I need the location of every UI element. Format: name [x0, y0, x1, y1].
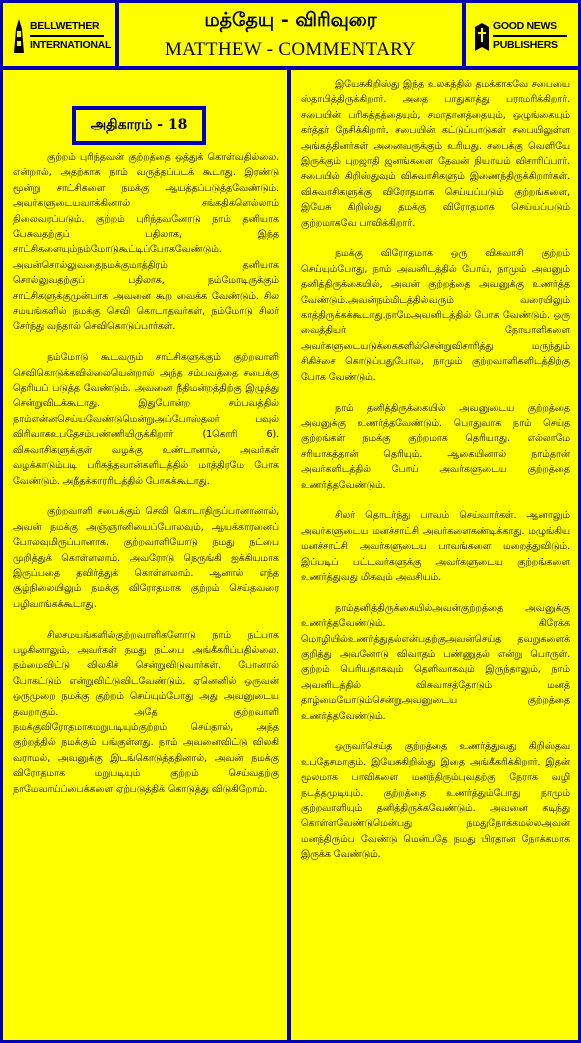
bell-tower-logo-icon — [11, 17, 27, 53]
paragraph: சிலர் தொடர்ந்து பாவம் செய்வார்கள். ஆனாலும் அவர்களுடைய மனச்சாட்சி அவர்களைகண்டிக்காது. மழுங்கிய மனச்சாட்சி அவர்களுடைய பாவங்களை மறைத்துவிடும். இப்படிப் பட்டவர்களுக்கு அவர்களுடைய குற்றங்களை உணர்த்துவது மிகவும் அவசியம். — [301, 510, 570, 583]
left-column — [3, 70, 287, 1040]
chapter-heading-box — [72, 106, 206, 145]
right-column-text — [301, 77, 570, 878]
logo-line-2: PUBLISHERS — [493, 39, 558, 51]
title-block — [119, 3, 462, 66]
bellwether-logo-text — [30, 19, 111, 53]
paragraph: சிலசமயங்களில்குற்றவாளிகளோடு நாம் நட்பாக பழகினாலும், அவர்கள் நமது நட்பை அங்கீகரிப்பதில்லை. நம்மைவிட்டு விலகிச் சென்றுவிடுவார்கள். போனால் போகட்டும் என்றுவிட்டுவிடவேண்டும். ஏனெனில் ஒருவன் ஒருமுறை நமக்கு குற்றம் செய்யும்போது அது அவனுடைய தவறாகும். அதே குற்றவாளி நமக்குவிரோதமாகமறுபடியும்குற்றம் செய்தால், அந்த குற்றத்தில் நமக்கும் பங்குள்ளது. நாம் அவனைவிட்டு விலகி வராமல், அவனுக்கு இடங்கொடுத்ததினால், அவன் நமக்கு விரோதமாக மறுபடியும் குற்றம் செய்வதற்கு நாமேவாய்ப்பைக்களை ஏற்படுத்திக் கொடுத்து விடுகிறோம். — [13, 629, 279, 795]
paragraph: நம்மோடு கூடவரும் சாட்சிகளுக்கும் குற்றவாளி செவிகொடுக்கவில்லையென்றால் அந்த சம்பவத்தை சபைக்கு தெரியப் படுத்த வேண்டும். அவனை நீதிமன்றத்திற்கு இழுத்து சென்றுவிடக்கூடாது. இதுபோன்ற சம்பவத்தில் நாம்என்னசெய்யவேண்டுமென்றுஅப்போஸ்தலர் பவுல் விரிவாகஉபதேசம்பண்ணியிருக்கிறார் (1கொரி 6). விசுவாசிகளுக்குள் வழக்கு உண்டானால், அவர்கள் வழக்காடும்படி பரிசுத்தவான்களிடத்தில் மாத்திரமே போக வேண்டும். அநீதக்காரரிடத்தில் போகக்கூடாது. — [13, 352, 279, 487]
book-cross-logo-icon — [474, 17, 490, 53]
good-news-logo — [474, 13, 570, 57]
good-news-logo-text — [493, 19, 567, 53]
title-tamil: மத்தேயு - விரிவுரை — [204, 9, 377, 31]
right-column — [291, 70, 578, 1040]
logo-line-1: BELLWETHER — [30, 20, 100, 32]
paragraph: குற்றம் புரிந்தவன் குற்றத்தை ஒத்துக் கொள்வதில்லை. என்றால், அதற்காக நாம் வருத்தப்படக் கூடாது. இரண்டு மூன்று சாட்சிகளை நமக்கு ஆயத்தப்படுத்தவேண்டும். அவர்களுடையவாக்கினால் சங்கதிகளெல்லாம் நிலைவரப்படும். குற்றம் புரிந்தவனோடு நாம் தனியாக பேசுவதற்குப் பதிலாக, இந்த சாட்சிகளையும்நம்மோடுகூட்டிப்போகவேண்டும். அவன்சொல்லுவதைநமக்குமாத்திரம் தனியாக சொல்லுவதற்குப் பதிலாக, நம்மோடிருக்கும் சாட்சிகளுக்குமுன்பாக அவனை கூற வைக்க வேண்டும். சில சமயங்களில் நமக்கு செவி கொடாதவர்கள், நம்மோடு சிலர் சேர்ந்து வந்தால் செவிகொடுப்பார்கள். — [13, 152, 279, 333]
paragraph: குற்றவாளி சபைக்கும் செவி கொடாதிருப்பானானால், அவன் நமக்கு அஞ்ஞானியைப்போலவும், ஆயக்காரனைப் போலவுமிருப்பானாக. குற்றவாளியோடு நமது நட்பை முறித்துக் கொள்ளலாம். அவரோடு நெருங்கி ஐக்கியமாக இருப்பதை தவிர்த்துக் கொள்ளலாம். ஆனால் எந்த சூழ்நிலையிலும் நமக்கு விரோதமாக குற்றம் செய்தவரை பழிவாங்கக்கூடாது. — [13, 506, 279, 610]
paragraph: நமக்கு விரோதமாக ஒரு விசுவாசி குற்றம் செய்யும்போது, நாம் அவனிடத்தில் போய், நாமும் அவனும் தனித்திருக்கையில், அவன் குற்றத்தை அவனுக்கு உணர்த்த வேண்டும்.அவன்நம்மிடத்தில்வரும் வரையிலும் காத்திருக்கக்கூடாது.நாமேஅவனிடத்தில் போக வேண்டும். ஒரு வைத்தியர் நோயாளிகளை அவர்களுடையடுக்கைகளில்சென்றுவிசாரித்து மருந்தும் சிகிச்சை கொடுப்பதுபோல, நாமும் குற்றவாளிகளிடத்திற்கு போக வேண்டும். — [301, 248, 570, 383]
paragraph: ஒருவர்செய்த குற்றத்தை உணர்த்துவது கிறிஸ்தவ உபதேசமாகும். இயேசுகிறிஸ்து இதை அங்கீகரிக்கிறார். இதன் மூலமாக பாவிகளை மனந்திரும்புவதற்கு நேராக வழி நடத்தமுடியும். குற்றத்தை உணர்த்தும்போது நாமும் குற்றவாளியும் தனித்திருக்கவேண்டும். அவனை கடிந்து கொள்ளவேண்டுமென்பது நமதுநோக்கமல்லஅவன் மனந்திரும்ப வேண்டு மென்பதே நமது பிரதான நோக்கமாக இருக்க வேண்டும். — [301, 741, 570, 861]
bellwether-logo — [11, 13, 112, 57]
chapter-heading: அதிகாரம் - 18 — [76, 110, 202, 141]
paragraph: இயேசுகிறிஸ்து இந்த உலகத்தில் தமக்காகவே சபையை ஸ்தாபித்திருக்கிறார். அதை பாதுகாத்து பராமரிக்கிறார். சபையின் பரிசுத்தத்தையும், சமாதானத்தையும், ஒழுங்கையும் கர்த்தர் நேசிக்கிறார். சபையின் கட்டுப்பாடுகள் சபையிலுள்ள அங்கத்தினர்கள் அனைவருக்கும் உரியது. சபைக்கு வெளியே இருக்கும் புறஜாதி ஜனங்களை தேவன் நியாயம் விசாரிப்பார். சபையில் கிறிஸ்துவும் விசுவாசிகளும் இணைந்திருக்கிறார்கள். விசுவாசிகளுக்கு விரோதமாக செய்யப்படும் குற்றங்களை, இயேசு கிறிஸ்து தமக்கு விரோதமாக செய்யப்படும் குற்றமாகவே பாவிக்கிறார். — [301, 79, 570, 229]
logo-line-1: GOOD NEWS — [493, 20, 557, 32]
logo-line-2: INTERNATIONAL — [30, 39, 112, 51]
publisher-logo-right — [466, 3, 578, 66]
paragraph: நாம்தனித்திருக்கையில்அவன்குற்றத்தை அவனுக்கு உணர்த்தவேண்டும். கிரேக்க மொழியில்உணர்த்துதல்என்பதற்குஅவன்செய்த தவறுகளைக் குறித்து அவனோடு விவாதம் பண்ணுதல் என்று பொருள். குற்றம் பெரியதாகவும் தெளிவாகவும் இருந்தாலும், நாம் அவனிடத்தில் விசுவாசத்தோடும் மனத் தாழ்மையோடும்சென்றுஅவனுடைய குற்றத்தை உணர்த்தவேண்டும். — [301, 602, 570, 722]
paragraph: நாம் தனித்திருக்கையில் அவனுடைய குற்றத்தை அவனுக்கு உணர்த்தவேண்டும். பொதுவாக நாம் செய்த குற்றங்கள் நமக்கு குற்றமாக தெரியாது. எல்லாமே சரியாகத்தான் தெரியும். ஆகையினால் நாம்தான் அவர்களிடத்தில் போய் அவர்களுடைய குற்றத்தை உணர்த்தவேண்டும். — [301, 402, 570, 491]
publisher-logo-left — [3, 3, 115, 66]
title-english: MATTHEW - COMMENTARY — [164, 39, 417, 60]
left-column-text — [13, 150, 279, 812]
